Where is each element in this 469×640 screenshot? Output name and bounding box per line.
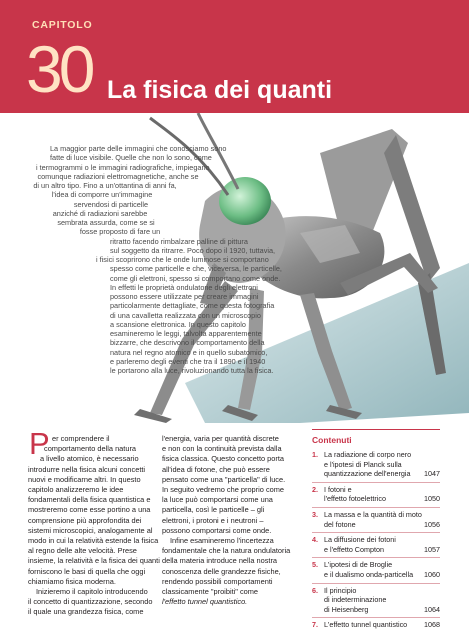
body-line: chiamiamo fisica moderna. [28, 576, 116, 586]
body-line: sistemi microscopici, analogamente al [28, 525, 153, 535]
intro-line: ritratto facendo rimbalzare palline di pittura [110, 236, 248, 246]
contents-item[interactable] [312, 583, 440, 618]
body-line: particella, così le particelle – gli [162, 505, 265, 515]
body-line: conoscenza delle grandezze fisiche, [162, 566, 281, 576]
contents-item-title: l'effetto fotoelettrico [324, 494, 386, 504]
body-line: il concetto di quantizzazione, secondo [28, 597, 153, 607]
body-line: capitolo analizzeremo le idee [28, 485, 124, 495]
contents-item-title: quantizzazione dell'energia [324, 469, 411, 479]
body-line: e non con la continuità prevista dalla [162, 444, 282, 454]
intro-line: sembrata assurda, come se si [57, 218, 155, 227]
contents-item-title: La radiazione di corpo nero [324, 450, 412, 459]
contents-item-page: 1050 [424, 494, 440, 504]
contents-divider [312, 429, 440, 430]
intro-line: In effetti le proprietà ondulatorie degli elettroni [110, 282, 258, 292]
contents-item-number: 1. [312, 450, 318, 459]
body-line: l'effetto tunnel quantistico. [162, 597, 248, 607]
contents-item-title: I fotoni e [324, 484, 352, 494]
body-line: introdurre nella fisica alcuni concetti [28, 464, 146, 474]
contents-item[interactable] [312, 448, 440, 482]
body-line: a livello atomico, è necessario [40, 454, 139, 464]
contents-item-title: L'effetto tunnel quantistico [324, 620, 408, 630]
intro-line: La maggior parte delle immagini che conosciamo sono [50, 144, 227, 153]
chapter-title: La fisica dei quanti [107, 76, 333, 104]
intro-line: a scansione elettronica. In questo capitolo [110, 319, 246, 329]
intro-line: di una cavalletta realizzata con un microscopio [110, 310, 261, 320]
body-line: rendendo possibili comportamenti [162, 576, 273, 586]
intro-line: di un altro tipo. Fino a un'ottantina di anni fa, [33, 181, 177, 190]
body-line: della materia introduce nella nostra [162, 556, 278, 566]
intro-line: i termogrammi o le immagini radiografiche, impiegano [36, 162, 210, 172]
body-line: classicamente "proibiti" come [162, 587, 259, 597]
body-line: nuovi e modificarne altri. In questo [28, 474, 141, 484]
contents-item-page: 1064 [424, 604, 440, 614]
chapter-number: 30 [26, 32, 92, 106]
intro-line: natura nel regno atomico e in quello subatomico, [110, 347, 268, 357]
body-column-2 [162, 434, 302, 607]
intro-line: particolarmente dettagliate, come questa fotografia [110, 301, 275, 311]
intro-line: sul soggetto da ritrarre. Poco dopo il 1920, tuttavia, [110, 245, 276, 255]
intro-line: servendosi di particelle [73, 199, 149, 209]
drop-cap: P [29, 426, 50, 461]
body-line: Inizieremo il capitolo introducendo [36, 587, 148, 597]
contents-item-title: Il principio [324, 585, 357, 595]
intro-line: bizzarre, che descrivono il comportamento della [110, 338, 265, 348]
contents-item-number: 2. [312, 484, 318, 494]
contents-item-page: 1047 [424, 469, 440, 479]
body-line: la luce può comportarsi come una [162, 495, 273, 505]
contents-item[interactable] [312, 557, 440, 582]
body-line: comprensione più approfondita dei [28, 515, 142, 525]
intro-line: come gli elettroni, spesso si comportano come onde. [110, 273, 281, 283]
body-line: forniscono le basi di quella che oggi [28, 566, 146, 576]
contents-item-number: 6. [312, 585, 318, 595]
contents-item-number: 5. [312, 560, 318, 570]
contents-title: Contenuti [312, 435, 352, 445]
contents-item[interactable] [312, 532, 440, 557]
intro-line: comunque radiazioni elettromagnetiche, anche se [37, 171, 199, 181]
contents-item-page: 1056 [424, 519, 440, 529]
contents-item-number: 4. [312, 535, 318, 545]
contents-item-title: del fotone [324, 519, 356, 529]
body-line: comportamento della natura [44, 444, 137, 454]
intro-line: spesso come particelle e che, viceversa, le particelle, [110, 264, 282, 274]
contents-item-title: e l'effetto Compton [324, 544, 384, 554]
contents-item[interactable] [312, 507, 440, 532]
contents-item[interactable] [312, 617, 440, 633]
contents-item[interactable] [312, 482, 440, 507]
contents-item-page: 1057 [424, 544, 440, 554]
contents-item-title: e l'ipotesi di Planck sulla [324, 459, 402, 469]
contents-item-title: La massa e la quantità di moto [324, 509, 422, 519]
body-line: al regno delle alte velocità. Prese [28, 546, 137, 556]
contents-item-page: 1068 [424, 620, 440, 630]
intro-line: fatte di luce visibile. Quelle che non lo sono, come [50, 153, 212, 163]
body-line: insieme, la relatività e la fisica dei quanti [28, 556, 160, 566]
contents-item-title: La diffusione dei fotoni [324, 535, 396, 545]
contents-item-title: L'ipotesi di de Broglie [324, 560, 393, 570]
intro-line: possono essere utilizzate per creare immagini [110, 292, 259, 301]
body-line: fisica classica. Questo concetto porta [162, 454, 285, 464]
intro-text [0, 144, 282, 375]
body-line: fondamentali della fisica quantistica e [28, 495, 151, 505]
contents-item-title: di indeterminazione [324, 595, 387, 605]
intro-line: le portarono alla luce, rivoluzionando tutta la fisica. [110, 366, 274, 375]
contents-item-title: e il dualismo onda-particella [324, 569, 414, 579]
body-line: possono comportarsi come onde. [162, 525, 272, 535]
body-line: il quale una grandezza fisica, come [28, 607, 144, 617]
body-line: all'idea di fotone, che può essere [162, 464, 270, 474]
chapter-label: CAPITOLO [32, 19, 93, 31]
body-line: er comprendere il [52, 434, 110, 443]
contents-item-number: 7. [312, 620, 318, 630]
body-line: pensato come una "particella" di luce. [162, 474, 286, 484]
body-line: mostreremo come esse portino a una [28, 505, 151, 515]
body-line: elettroni, i protoni e i neutroni – [162, 515, 264, 525]
intro-line: e parleremo degli eventi che tra il 1890 e il 1940 [110, 356, 266, 366]
intro-line: fosse proposto di fare un [79, 227, 161, 237]
intro-line: esamineremo le leggi, talvolta apparentemente [110, 329, 262, 338]
body-line: fondamentale che la natura ondulatoria [162, 546, 291, 556]
body-line: In seguito vedremo che proprio come [162, 485, 285, 495]
contents-item-page: 1060 [424, 569, 440, 579]
body-line: modo in cui la relatività estende la fisica [28, 536, 159, 546]
intro-line: anziché di radiazioni sarebbe [52, 208, 148, 218]
chapter-header [0, 0, 469, 113]
contents-item-number: 3. [312, 509, 318, 519]
body-line: l'energia, varia per quantità discrete [162, 434, 279, 443]
contents-item-title: di Heisenberg [324, 604, 369, 614]
body-line: Infine esamineremo l'incertezza [170, 536, 274, 546]
intro-line: i fisici scoprirono che le onde luminose si comportano [96, 255, 269, 264]
contents-list [312, 448, 440, 633]
intro-line: l'idea di comporre un'immagine [51, 190, 153, 200]
